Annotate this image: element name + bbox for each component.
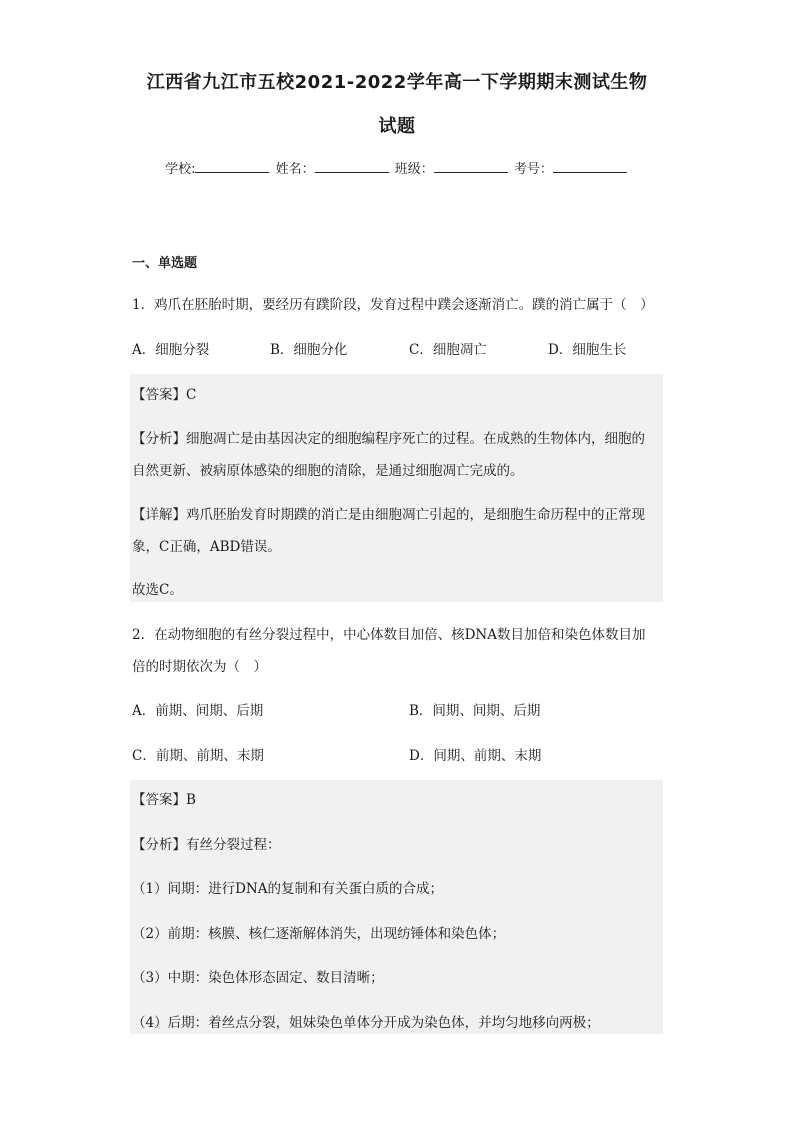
q1-analysis-line1: 【分析】细胞凋亡是由基因决定的细胞编程序死亡的过程。在成熟的生物体内，细胞的 <box>132 431 645 447</box>
q2-stem-line1: 2．在动物细胞的有丝分裂过程中，中心体数目加倍、核DNA数目加倍和染色体数目加 <box>132 627 646 643</box>
q1-detail-line2: 象，C正确，ABD错误。 <box>132 539 281 555</box>
school-label: 学校: <box>165 162 196 177</box>
q1-conclusion: 故选C。 <box>132 582 183 598</box>
exam-number-label: 考号： <box>513 162 553 177</box>
q1-option-d: D．细胞生长 <box>548 342 627 358</box>
class-blank[interactable] <box>434 160 508 173</box>
exam-number-blank[interactable] <box>553 160 627 173</box>
q2-step-2: （2）前期：核膜、核仁逐渐解体消失，出现纺锤体和染色体； <box>132 926 506 942</box>
q2-option-c: C．前期、前期、末期 <box>132 748 264 764</box>
q2-option-a: A．前期、间期、后期 <box>132 703 264 719</box>
q1-option-b: B．细胞分化 <box>270 342 348 358</box>
q1-answer: 【答案】C <box>132 387 197 403</box>
q2-answer: 【答案】B <box>132 792 196 808</box>
name-label: 姓名： <box>275 162 315 177</box>
page-title-continued: 试题 <box>378 116 416 137</box>
q2-option-b: B．间期、间期、后期 <box>409 703 541 719</box>
school-blank[interactable] <box>195 160 269 173</box>
q2-analysis-intro: 【分析】有丝分裂过程： <box>132 837 281 853</box>
q2-step-4: （4）后期：着丝点分裂，姐妹染色单体分开成为染色体，并均匀地移向两极； <box>132 1015 600 1031</box>
q2-stem-line2: 倍的时期依次为（ ） <box>132 659 267 675</box>
q1-detail-line1: 【详解】鸡爪胚胎发育时期蹼的消亡是由细胞凋亡引起的，是细胞生命历程中的正常现 <box>132 507 645 523</box>
q2-solution-box <box>130 780 663 1034</box>
name-blank[interactable] <box>315 160 389 173</box>
student-info-line <box>0 158 794 177</box>
section-heading: 一、单选题 <box>132 256 198 271</box>
q2-step-3: （3）中期：染色体形态固定、数目清晰； <box>132 970 384 986</box>
page-title: 江西省九江市五校2021-2022学年高一下学期期末测试生物 <box>146 72 648 93</box>
q1-solution-box <box>130 374 663 602</box>
q1-analysis-line2: 自然更新、被病原体感染的细胞的清除，是通过细胞凋亡完成的。 <box>132 463 524 479</box>
q2-option-d: D．间期、前期、末期 <box>409 748 542 764</box>
class-label: 班级： <box>394 162 434 177</box>
q1-option-c: C．细胞凋亡 <box>409 342 487 358</box>
q1-stem: 1．鸡爪在胚胎时期，要经历有蹼阶段，发育过程中蹼会逐渐消亡。蹼的消亡属于（ ） <box>132 297 654 313</box>
q2-step-1: （1）间期：进行DNA的复制和有关蛋白质的合成； <box>132 881 443 897</box>
q1-option-a: A．细胞分裂 <box>132 342 210 358</box>
